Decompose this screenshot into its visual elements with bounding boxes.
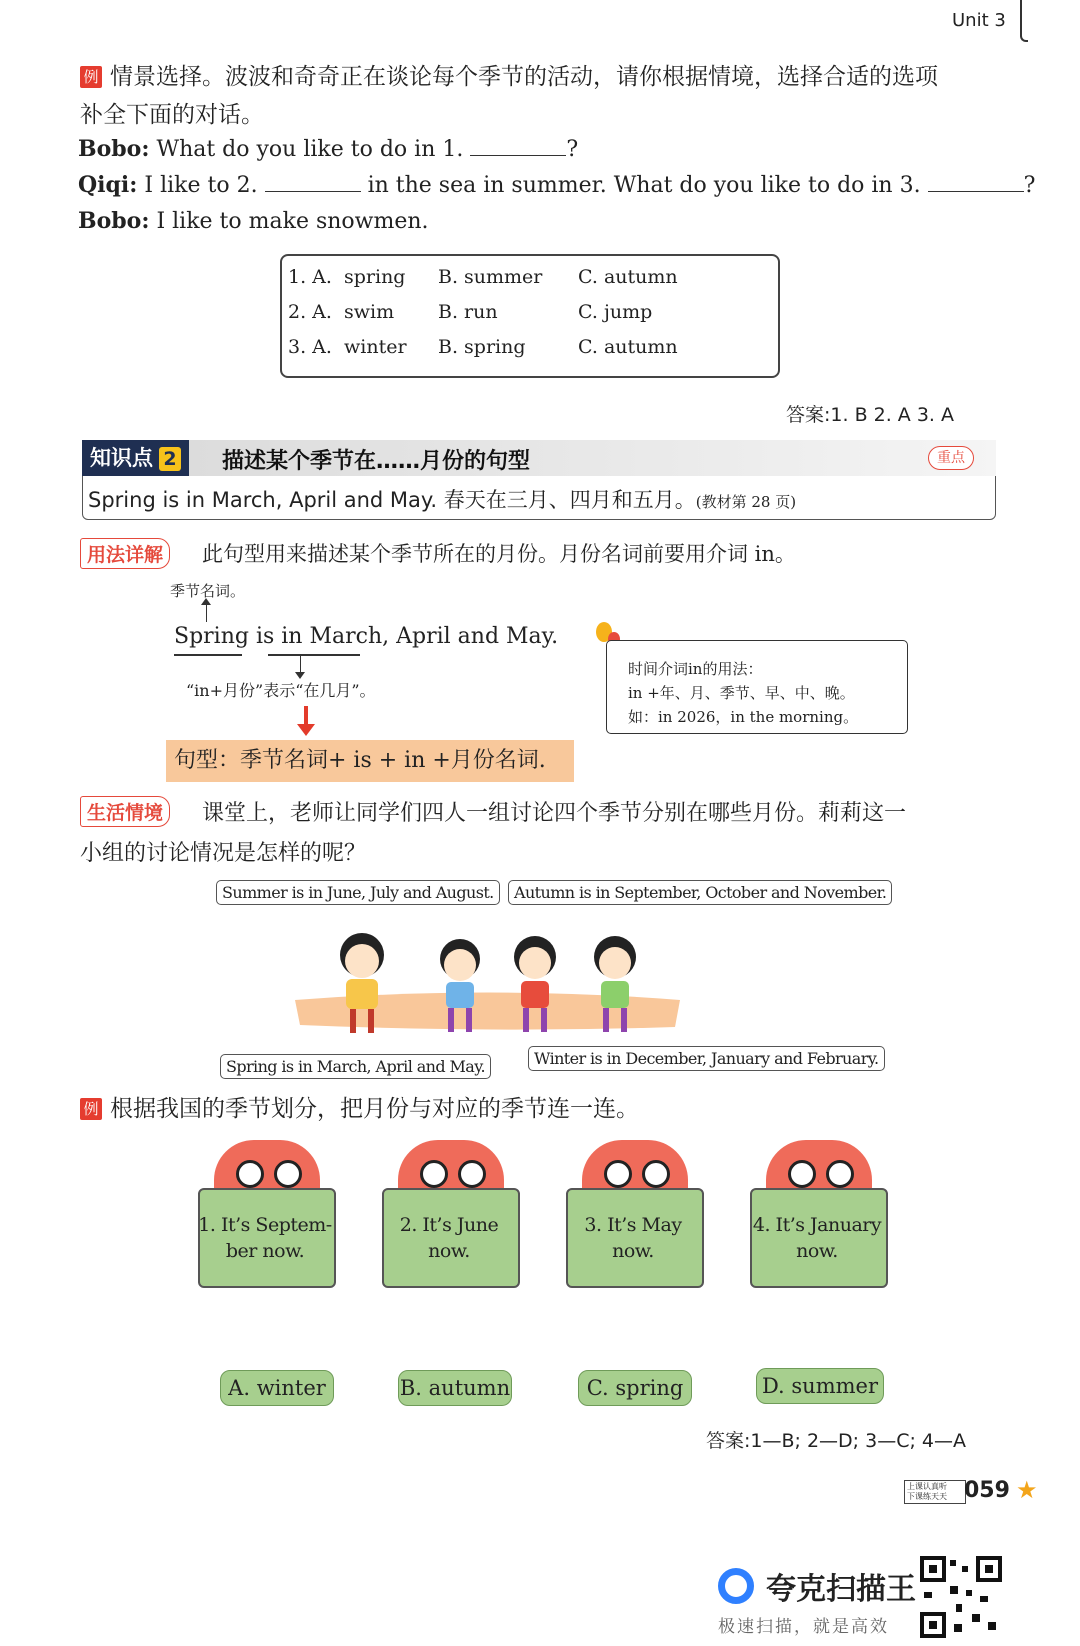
scanner-name: 夸克扫描王 bbox=[766, 1572, 916, 1607]
season-option-spring[interactable]: C. spring bbox=[578, 1370, 692, 1406]
bubble-spring: Spring is in March, April and May. bbox=[220, 1054, 491, 1079]
cat-eye-right bbox=[826, 1160, 854, 1188]
dialog-qiqi: Qiqi: I like to 2. in the sea in summer. What do you like to do in 3. ? bbox=[78, 172, 1036, 198]
cat-eye-left bbox=[420, 1160, 448, 1188]
cat-eye-right bbox=[642, 1160, 670, 1188]
example1-instruction: 例 情景选择。波波和奇奇正在谈论每个季节的活动，请你根据情境，选择合适的选项 bbox=[80, 58, 938, 91]
card-4 bbox=[744, 1140, 894, 1290]
slogan-box: 上课认真听 下课练天天 bbox=[904, 1480, 966, 1504]
underline-spring bbox=[174, 654, 242, 656]
card-1-text: 1. It’s Septem- ber now. bbox=[198, 1214, 332, 1262]
bubble-winter: Winter is in December, January and February. bbox=[528, 1046, 885, 1071]
tip-line-1: 时间介词in的用法： bbox=[628, 660, 763, 678]
key-point-badge: 重点 bbox=[928, 446, 974, 470]
cat-eye-left bbox=[788, 1160, 816, 1188]
cat-eye-left bbox=[236, 1160, 264, 1188]
answer-1: 答案:1. B 2. A 3. A bbox=[786, 404, 955, 426]
life-text-line1: 课堂上，老师让同学们四人一组讨论四个季节分别在哪些月份。莉莉这一 bbox=[202, 801, 907, 826]
tip-line-2: in +年、月、季节、早、中、晚。 bbox=[628, 684, 855, 702]
page-number: 059 bbox=[964, 1478, 1010, 1503]
note-season-noun: 季节名词。 bbox=[170, 582, 246, 600]
blank-2[interactable] bbox=[265, 173, 361, 192]
knowledge-sentence-line: Spring is in March, April and May. 春天在三月、四月和五月。(教材第 28 页) bbox=[88, 488, 797, 512]
students-illustration bbox=[290, 905, 690, 1045]
options-box: 1. A. spring B. summer C. autumn 2. A. swim B. run C. jump 3. A. winter B. spring C. autumn bbox=[280, 254, 780, 378]
blank-3[interactable] bbox=[928, 173, 1024, 192]
card-3 bbox=[560, 1140, 710, 1290]
red-arrow-head bbox=[297, 724, 315, 736]
blank-1[interactable] bbox=[470, 137, 566, 156]
red-arrow-line bbox=[304, 706, 308, 726]
knowledge-number: 2 bbox=[159, 447, 181, 471]
card-3-text: 3. It’s May now. bbox=[584, 1214, 682, 1262]
season-option-autumn[interactable]: B. autumn bbox=[398, 1370, 512, 1406]
season-option-summer[interactable]: D. summer bbox=[756, 1368, 884, 1404]
cat-eye-right bbox=[274, 1160, 302, 1188]
underline-in-march bbox=[268, 654, 360, 656]
card-2 bbox=[376, 1140, 526, 1290]
life-text-line2: 小组的讨论情况是怎样的呢？ bbox=[80, 841, 367, 866]
knowledge-title: 描述某个季节在……月份的句型 bbox=[222, 449, 531, 474]
knowledge-header bbox=[82, 440, 996, 476]
scanner-logo-icon bbox=[718, 1568, 754, 1604]
scanner-tagline: 极速扫描，就是高效 bbox=[718, 1617, 889, 1637]
knowledge-label: 知识点 2 bbox=[82, 440, 189, 476]
note-in-month: “in+月份”表示“在几月”。 bbox=[186, 681, 376, 700]
star-icon: ★ bbox=[1016, 1476, 1038, 1504]
season-option-winter[interactable]: A. winter bbox=[220, 1370, 334, 1406]
dialog-bobo-1: Bobo: What do you like to do in 1. ? bbox=[78, 136, 579, 162]
usage-tag: 用法详解 bbox=[80, 538, 170, 569]
example-tag-2: 例 bbox=[80, 1098, 102, 1120]
answer-2: 答案:1—B; 2—D; 3—C; 4—A bbox=[706, 1430, 967, 1452]
card-4-text: 4. It’s January now. bbox=[752, 1214, 882, 1262]
corner-mark bbox=[1020, 0, 1028, 42]
life-tag: 生活情境 bbox=[80, 796, 170, 827]
usage-text: 此句型用来描述某个季节所在的月份。月份名词前要用介词 in。 bbox=[202, 542, 796, 566]
example1-instruction-line2: 补全下面的对话。 bbox=[80, 102, 264, 128]
sentence-pattern: 句型：季节名词+ is + in +月份名词. bbox=[166, 740, 574, 782]
bubble-summer: Summer is in June, July and August. bbox=[216, 880, 500, 905]
example2-instruction: 例 根据我国的季节划分，把月份与对应的季节连一连。 bbox=[80, 1090, 639, 1123]
tip-line-3: 如：in 2026，in the morning。 bbox=[628, 708, 859, 726]
cat-eye-right bbox=[458, 1160, 486, 1188]
example-tag: 例 bbox=[80, 66, 102, 88]
dialog-bobo-2: Bobo: I like to make snowmen. bbox=[78, 208, 429, 234]
usage-sentence: Spring is in March, April and May. bbox=[174, 624, 559, 649]
cat-eye-left bbox=[604, 1160, 632, 1188]
arrow-up-head bbox=[201, 598, 211, 605]
card-1 bbox=[192, 1140, 342, 1290]
qr-code-icon bbox=[920, 1556, 1002, 1638]
unit-label: Unit 3 bbox=[952, 10, 1006, 31]
card-2-text: 2. It’s June now. bbox=[399, 1214, 499, 1262]
bubble-autumn: Autumn is in September, October and November. bbox=[508, 880, 892, 905]
